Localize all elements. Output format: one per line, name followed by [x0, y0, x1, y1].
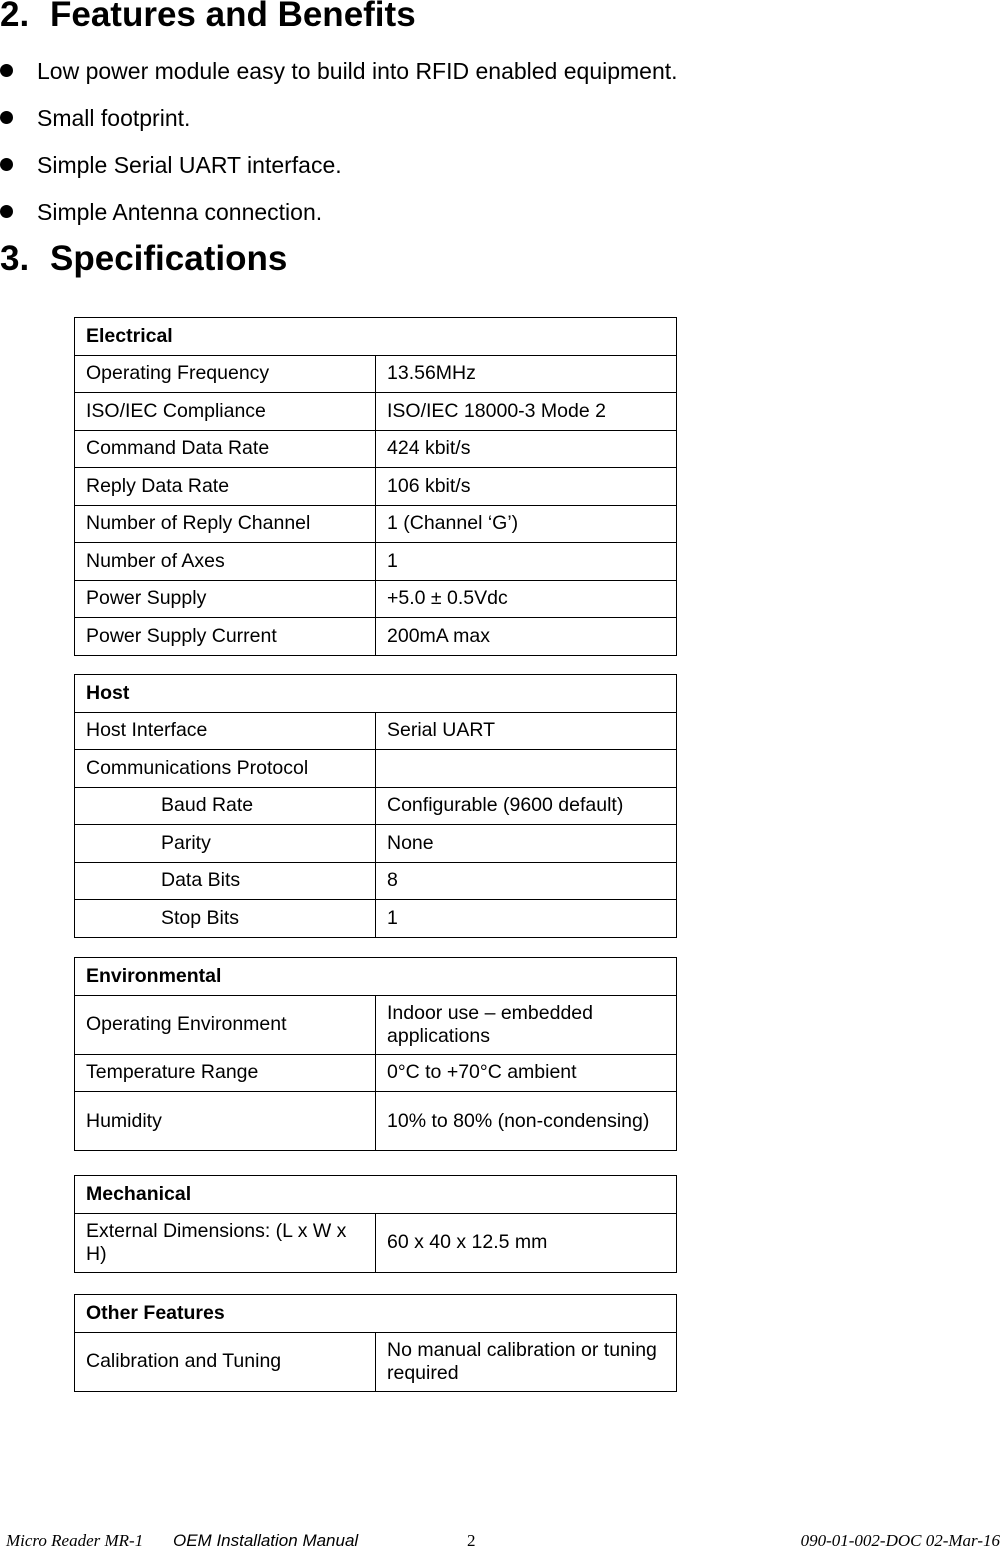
table-header-row: [75, 318, 677, 356]
table-row: [75, 543, 677, 581]
spec-value: 13.56MHz: [376, 355, 677, 393]
table-row: [75, 618, 677, 656]
spec-value: Configurable (9600 default): [376, 787, 677, 825]
section-title: Features and Benefits: [50, 0, 416, 34]
table-row: [75, 1332, 677, 1391]
section-title: Specifications: [50, 239, 288, 278]
feature-text: Low power module easy to build into RFID enabled equipment.: [37, 58, 678, 84]
other-features-spec-table: [74, 1294, 677, 1392]
spec-label: Command Data Rate: [75, 430, 376, 468]
spec-value: No manual calibration or tuning required: [376, 1332, 677, 1391]
table-row: [75, 355, 677, 393]
spec-sublabel: Stop Bits: [75, 900, 376, 938]
table-title: Environmental: [75, 958, 677, 996]
table-row: [75, 712, 677, 750]
table-row: [75, 468, 677, 506]
spec-value: [376, 750, 677, 788]
spec-label: Power Supply Current: [75, 618, 376, 656]
spec-value: 10% to 80% (non-condensing): [376, 1092, 677, 1151]
bullet-icon: [0, 205, 13, 218]
table-row: [75, 580, 677, 618]
table-row: [75, 1054, 677, 1092]
bullet-icon: [0, 111, 13, 124]
table-header-row: [75, 1176, 677, 1214]
table-row: [75, 750, 677, 788]
feature-text: Simple Antenna connection.: [37, 199, 323, 225]
spec-value: 424 kbit/s: [376, 430, 677, 468]
table-header-row: [75, 675, 677, 713]
table-header-row: [75, 1295, 677, 1333]
table-row: [75, 393, 677, 431]
table-row: [75, 862, 677, 900]
spec-label: Host Interface: [75, 712, 376, 750]
spec-value: None: [376, 825, 677, 863]
spec-label: Power Supply: [75, 580, 376, 618]
table-row: [75, 1213, 677, 1272]
bullet-icon: [0, 64, 13, 77]
spec-sublabel: Baud Rate: [75, 787, 376, 825]
spec-value: 1: [376, 543, 677, 581]
spec-value: 60 x 40 x 12.5 mm: [376, 1213, 677, 1272]
spec-label: ISO/IEC Compliance: [75, 393, 376, 431]
spec-label: Number of Reply Channel: [75, 505, 376, 543]
electrical-spec-table: [74, 317, 677, 656]
table-row: [75, 787, 677, 825]
spec-label: Calibration and Tuning: [75, 1332, 376, 1391]
table-title: Mechanical: [75, 1176, 677, 1214]
footer-page-number: 2: [467, 1531, 476, 1550]
table-title: Other Features: [75, 1295, 677, 1333]
spec-label: Operating Environment: [75, 995, 376, 1054]
section-number: 2.: [0, 0, 30, 34]
spec-value: 1 (Channel ‘G’): [376, 505, 677, 543]
spec-label: External Dimensions: (L x W x H): [75, 1213, 376, 1272]
spec-label: Number of Axes: [75, 543, 376, 581]
host-spec-table: [74, 674, 677, 938]
spec-sublabel: Data Bits: [75, 862, 376, 900]
spec-value: +5.0 ± 0.5Vdc: [376, 580, 677, 618]
spec-label: Humidity: [75, 1092, 376, 1151]
spec-label: Reply Data Rate: [75, 468, 376, 506]
spec-label: Communications Protocol: [75, 750, 376, 788]
section-2-heading: [0, 0, 416, 35]
table-row: [75, 430, 677, 468]
section-number: 3.: [0, 239, 30, 278]
spec-value: 1: [376, 900, 677, 938]
spec-sublabel: Parity: [75, 825, 376, 863]
spec-value: 106 kbit/s: [376, 468, 677, 506]
spec-value: Indoor use – embedded applications: [376, 995, 677, 1054]
footer-manual: OEM Installation Manual: [173, 1531, 359, 1550]
table-row: [75, 900, 677, 938]
spec-label: Operating Frequency: [75, 355, 376, 393]
footer-product: Micro Reader MR-1: [6, 1531, 144, 1550]
spec-label: Temperature Range: [75, 1054, 376, 1092]
spec-value: Serial UART: [376, 712, 677, 750]
spec-value: 200mA max: [376, 618, 677, 656]
spec-value: ISO/IEC 18000-3 Mode 2: [376, 393, 677, 431]
table-row: [75, 505, 677, 543]
section-3-heading: [0, 239, 287, 279]
bullet-icon: [0, 158, 13, 171]
table-header-row: [75, 958, 677, 996]
table-row: [75, 1092, 677, 1151]
table-row: [75, 995, 677, 1054]
footer-doc-id: 090-01-002-DOC 02-Mar-16: [800, 1531, 1000, 1550]
mechanical-spec-table: [74, 1175, 677, 1273]
environmental-spec-table: [74, 957, 677, 1151]
table-row: [75, 825, 677, 863]
feature-text: Simple Serial UART interface.: [37, 152, 342, 178]
feature-text: Small footprint.: [37, 105, 191, 131]
table-title: Host: [75, 675, 677, 713]
spec-value: 0°C to +70°C ambient: [376, 1054, 677, 1092]
spec-value: 8: [376, 862, 677, 900]
table-title: Electrical: [75, 318, 677, 356]
